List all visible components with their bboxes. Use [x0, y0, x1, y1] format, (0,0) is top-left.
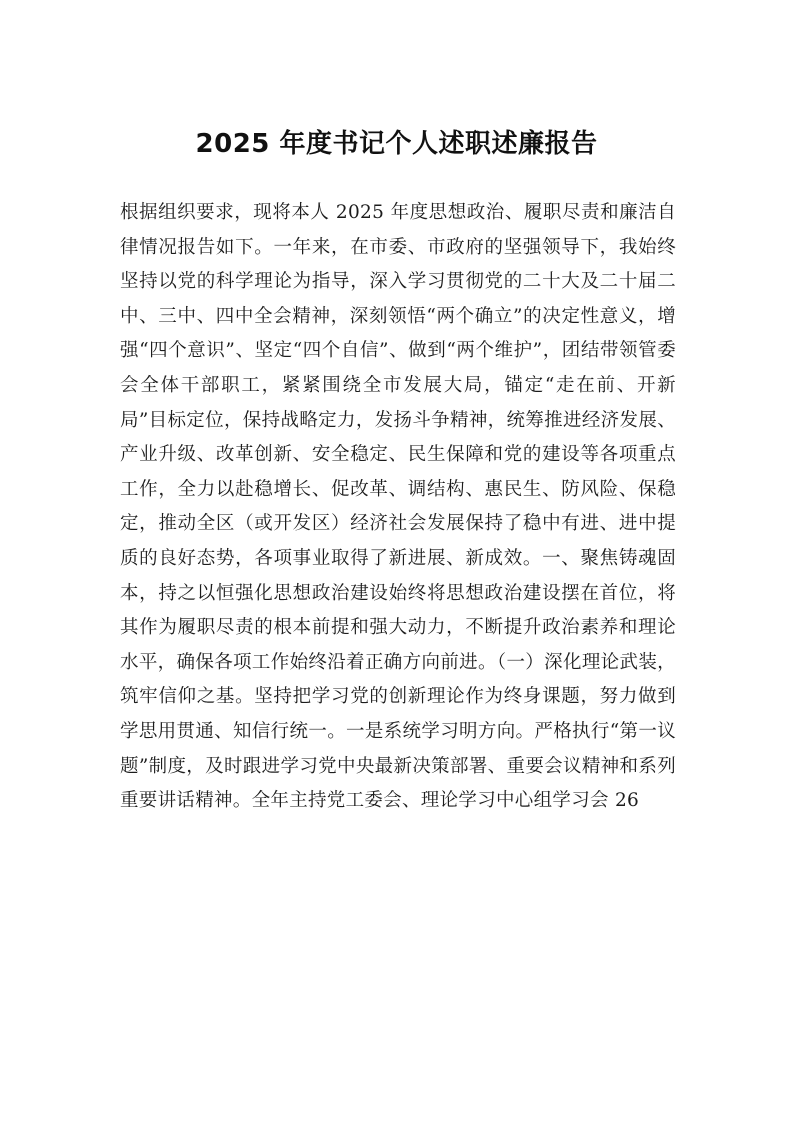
document-body-paragraph: 根据组织要求，现将本人 2025 年度思想政治、履职尽责和廉洁自律情况报告如下。一年来，在市委、市政府的坚强领导下，我始终坚持以党的科学理论为指导，深入学习贯彻党的二十大及二十届二中、三中、四中全会精神，深刻领悟“两个确立”的决定性意义，增强“四个意识”、坚定“四个自信”、做到“两个维护”，团结带领管委会全体干部职工，紧紧围绕全市发展大局，锚定“走在前、开新局”目标定位，保持战略定力，发扬斗争精神，统筹推进经济发展、产业升级、改革创新、安全稳定、民生保障和党的建设等各项重点工作，全力以赴稳增长、促改革、调结构、惠民生、防风险、保稳定，推动全区（或开发区）经济社会发展保持了稳中有进、进中提质的良好态势，各项事业取得了新进展、新成效。一、聚焦铸魂固本，持之以恒强化思想政治建设始终将思想政治建设摆在首位，将其作为履职尽责的根本前提和强大动力，不断提升政治素养和理论水平，确保各项工作始终沿着正确方向前进。（一）深化理论武装，筑牢信仰之基。坚持把学习党的创新理论作为终身课题，努力做到学思用贯通、知信行统一。一是系统学习明方向。严格执行“第一议题”制度，及时跟进学习党中央最新决策部署、重要会议精神和系列重要讲话精神。全年主持党工委会、理论学习中心组学习会 26: [120, 202, 676, 812]
document-title: 2025 年度书记个人述职述廉报告: [195, 129, 598, 159]
